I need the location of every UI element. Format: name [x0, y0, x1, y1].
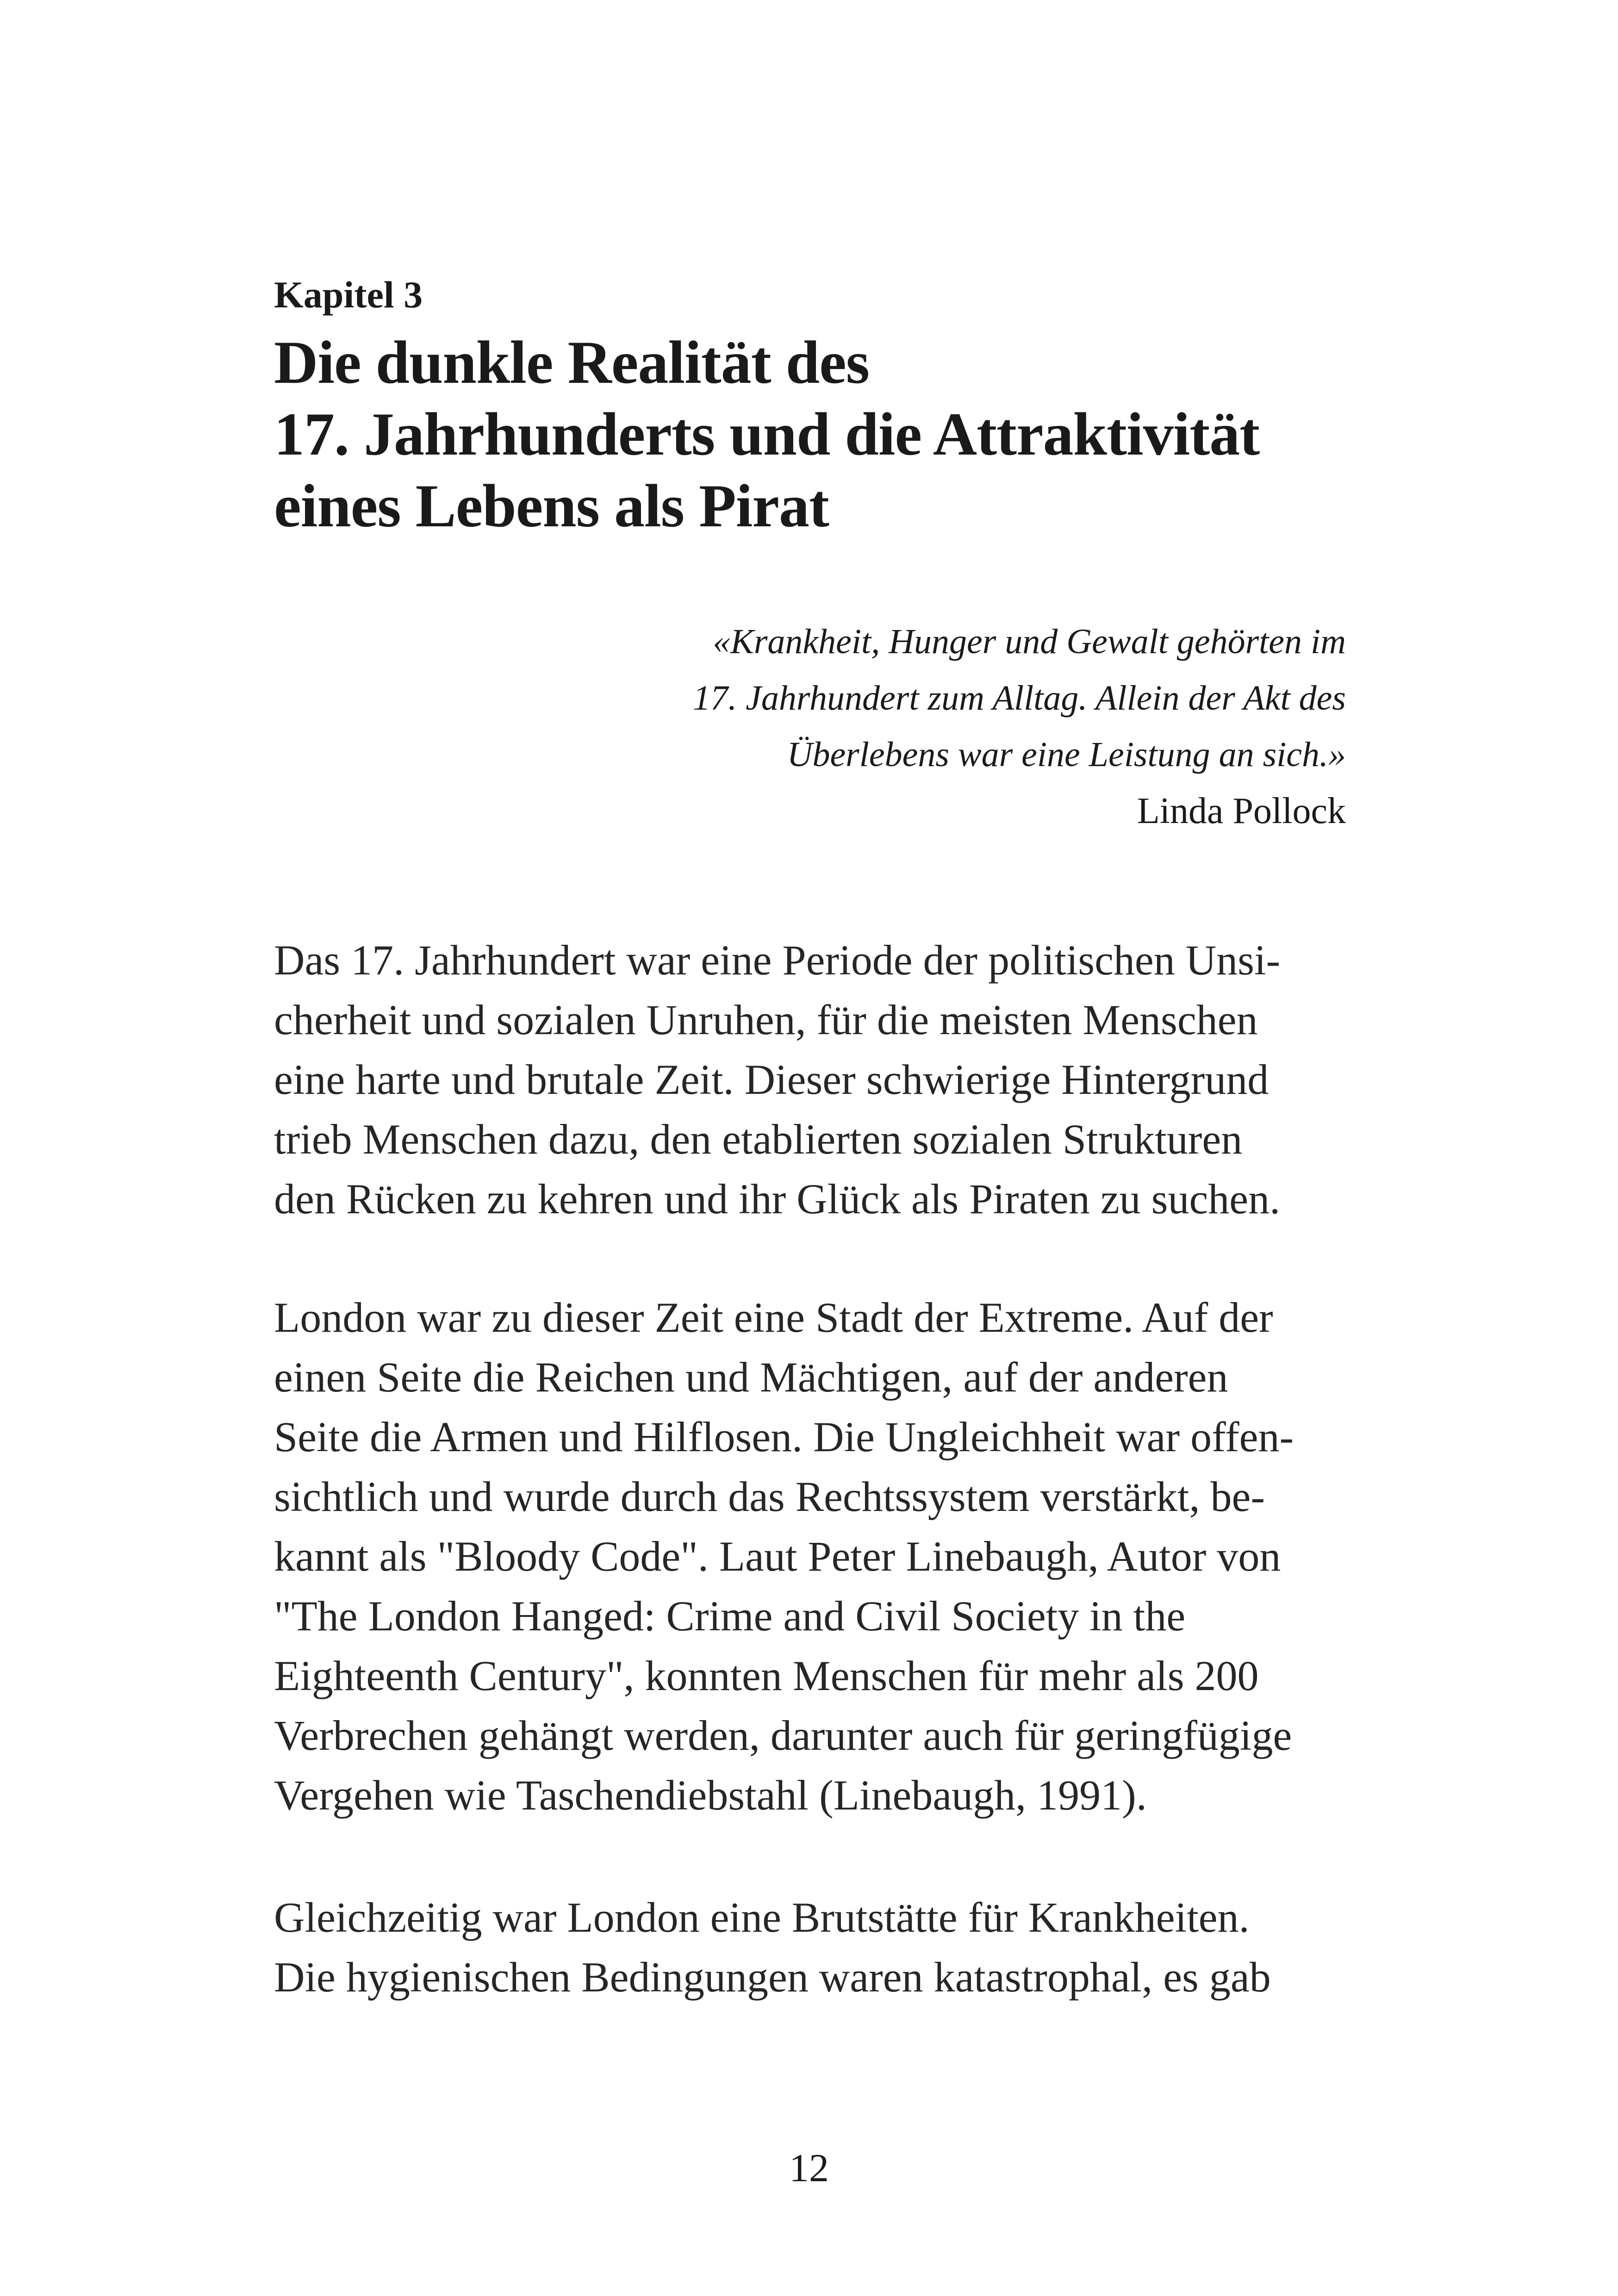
text-line: den Rücken zu kehren und ihr Glück als Piraten zu suchen. [274, 1175, 1281, 1223]
text-line: Gleichzeitig war London eine Brutstätte für Krankheiten. [274, 1894, 1250, 1941]
chapter-title-line: 17. Jahrhunderts und die Attraktivität [274, 400, 1260, 468]
text-line: Seite die Armen und Hilflosen. Die Ungleichheit war offen- [274, 1413, 1294, 1460]
text-line: "The London Hanged: Crime and Civil Society in the [274, 1592, 1186, 1640]
text-line: cherheit und sozialen Unruhen, für die meisten Menschen [274, 996, 1258, 1043]
text-line: Die hygienischen Bedingungen waren katastrophal, es gab [274, 1953, 1271, 2001]
body-paragraph [274, 1888, 1352, 2007]
chapter-title-line: Die dunkle Realität des [274, 328, 870, 396]
epigraph-line: Überlebens war eine Leistung an sich.» [787, 735, 1346, 774]
page-number: 12 [789, 2146, 829, 2190]
text-line: kannt als "Bloody Code". Laut Peter Linebaugh, Autor von [274, 1533, 1281, 1580]
text-line: sichtlich und wurde durch das Rechtssystem verstärkt, be- [274, 1473, 1265, 1520]
text-line: einen Seite die Reichen und Mächtigen, auf der anderen [274, 1354, 1228, 1401]
text-line: London war zu dieser Zeit eine Stadt der Extreme. Auf der [274, 1294, 1273, 1341]
chapter-title-line: eines Lebens als Pirat [274, 472, 829, 540]
text-line: trieb Menschen dazu, den etablierten sozialen Strukturen [274, 1116, 1243, 1163]
text-line: eine harte und brutale Zeit. Dieser schwierige Hintergrund [274, 1056, 1269, 1103]
text-line: Eighteenth Century", konnten Menschen für mehr als 200 [274, 1652, 1259, 1699]
body-paragraph [274, 930, 1352, 1229]
epigraph [555, 613, 1346, 839]
epigraph-line: 17. Jahrhundert zum Alltag. Allein der Akt des [693, 679, 1346, 718]
text-line: Das 17. Jahrhundert war eine Periode der politischen Unsi- [274, 936, 1281, 984]
text-line: Verbrechen gehängt werden, darunter auch für geringfügige [274, 1712, 1292, 1759]
body-paragraph [274, 1288, 1352, 1825]
chapter-label: Kapitel 3 [274, 274, 423, 316]
epigraph-author: Linda Pollock [1137, 791, 1346, 831]
text-line: Vergehen wie Taschendiebstahl (Linebaugh, 1991). [274, 1772, 1147, 1819]
chapter-title [274, 326, 1477, 542]
epigraph-line: «Krankheit, Hunger und Gewalt gehörten im [713, 622, 1346, 661]
